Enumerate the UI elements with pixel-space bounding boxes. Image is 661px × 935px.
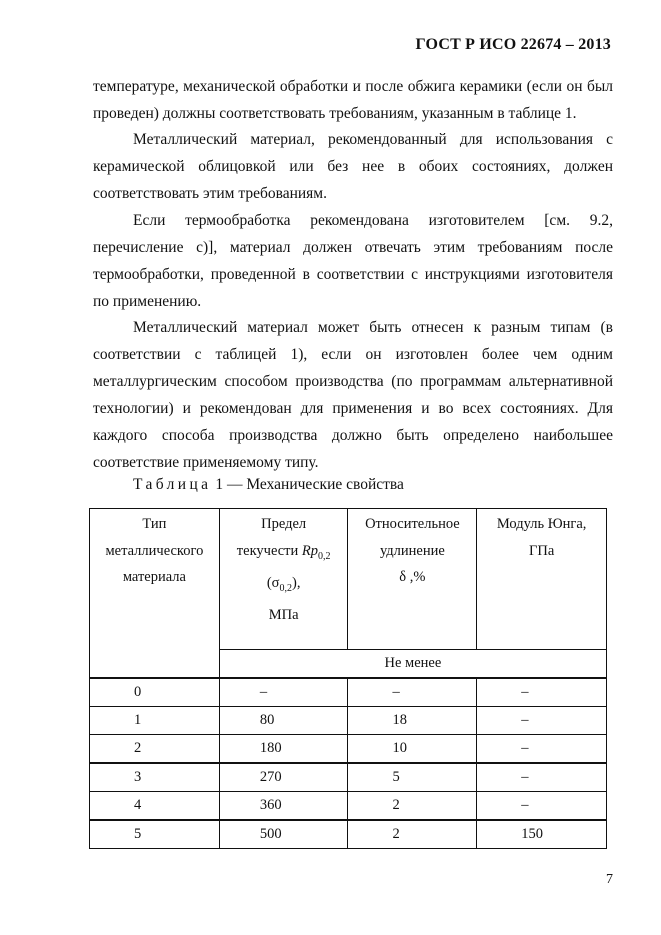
sigma-close: ),	[292, 574, 301, 591]
text-line: соответствие применяемому типу.	[93, 454, 319, 471]
table-row	[90, 763, 607, 792]
header-elongation-line: δ ,%	[399, 569, 426, 585]
header-yield-strength	[219, 509, 348, 650]
paragraph-1	[93, 73, 613, 127]
sigma-open: (σ	[266, 574, 280, 591]
sigma-sub: 0,2	[279, 582, 292, 594]
text-line: проведен) должны соответствовать требованиям, указанным в таблице 1.	[93, 105, 577, 122]
paragraph-3	[93, 207, 613, 315]
cell-yield: –	[219, 678, 348, 707]
text-line: Если термообработка рекомендована изготовителем [см. 9.2,	[133, 212, 613, 229]
text-line: по применению.	[93, 293, 202, 310]
cell-elongation: 2	[348, 792, 477, 821]
table-row	[90, 820, 607, 849]
header-elongation-line: Относительное	[365, 516, 460, 532]
cell-yield: 360	[219, 792, 348, 821]
cell-yield: 500	[219, 820, 348, 849]
header-yield-sub: 0,2	[318, 550, 331, 562]
cell-type: 5	[90, 820, 220, 849]
text-line: керамической облицовкой или без нее в обоих состояниях, должен	[93, 158, 613, 175]
cell-elongation: 18	[348, 707, 477, 735]
cell-yield: 80	[219, 707, 348, 735]
text-line: перечисление с)], материал должен отвечать этим требованиям после	[93, 239, 613, 256]
header-yield-line	[220, 538, 348, 570]
header-yield-text: текучести	[236, 542, 302, 559]
cell-elongation: –	[348, 678, 477, 707]
header-yield-symbol: Rp	[301, 542, 319, 559]
cell-type: 4	[90, 792, 220, 821]
table-row	[90, 735, 607, 764]
mechanical-properties-table	[89, 508, 607, 849]
header-elongation-line: удлинение	[379, 542, 445, 559]
table-caption-title: 1 — Механические свойства	[215, 476, 404, 493]
header-modulus-line: ГПа	[529, 542, 555, 559]
cell-type: 1	[90, 707, 220, 735]
paragraph-2	[93, 126, 613, 207]
header-yield-sigma	[220, 570, 348, 602]
header-type-line: Тип	[142, 516, 167, 532]
text-line: температуре, механической обработки и после обжига керамики (если он был	[93, 78, 613, 95]
cell-yield: 180	[219, 735, 348, 764]
text-line: соответствовать этим требованиям.	[93, 185, 327, 202]
cell-elongation: 2	[348, 820, 477, 849]
document-header: ГОСТ Р ИСО 22674 – 2013	[415, 36, 611, 53]
text-line: металлургическим способом производства (по программам альтернативной	[93, 373, 613, 390]
cell-modulus: –	[477, 735, 607, 764]
cell-yield: 270	[219, 763, 348, 792]
cell-modulus: –	[477, 763, 607, 792]
cell-modulus: –	[477, 792, 607, 821]
header-yield-line: Предел	[261, 516, 307, 532]
cell-elongation: 5	[348, 763, 477, 792]
text-line: Металлический материал, рекомендованный для использования с	[133, 131, 613, 148]
header-youngs-modulus	[477, 509, 607, 650]
cell-modulus: –	[477, 678, 607, 707]
cell-modulus: 150	[477, 820, 607, 849]
cell-type: 0	[90, 678, 220, 707]
table-row	[90, 678, 607, 707]
header-yield-unit: МПа	[268, 607, 299, 624]
page-number: 7	[606, 872, 613, 887]
text-line: термообработки, проведенной в соответствии с инструкциями изготовителя	[93, 266, 613, 283]
header-type-line: металлического	[105, 542, 204, 559]
cell-modulus: –	[477, 707, 607, 735]
text-line: Металлический материал может быть отнесен к разным типам (в	[133, 319, 613, 336]
text-line: соответствии с таблицей 1), если он изготовлен более чем одним	[93, 346, 613, 363]
header-type-line: материала	[122, 569, 186, 585]
cell-type: 2	[90, 735, 220, 764]
text-line: каждого способа производства должно быть определено наибольшее	[93, 427, 613, 444]
table-row	[90, 792, 607, 821]
header-modulus-line: Модуль Юнга,	[496, 516, 587, 532]
paragraph-4	[93, 314, 613, 476]
table-caption	[133, 476, 404, 494]
header-elongation	[348, 509, 477, 650]
table-caption-word: Таблица	[133, 476, 212, 493]
cell-type: 3	[90, 763, 220, 792]
cell-elongation: 10	[348, 735, 477, 764]
table-row	[90, 707, 607, 735]
header-minimum-note: Не менее	[219, 650, 606, 679]
text-line: технологии) и рекомендован для применения и во всех состояниях. Для	[93, 400, 613, 417]
header-type	[90, 509, 220, 679]
